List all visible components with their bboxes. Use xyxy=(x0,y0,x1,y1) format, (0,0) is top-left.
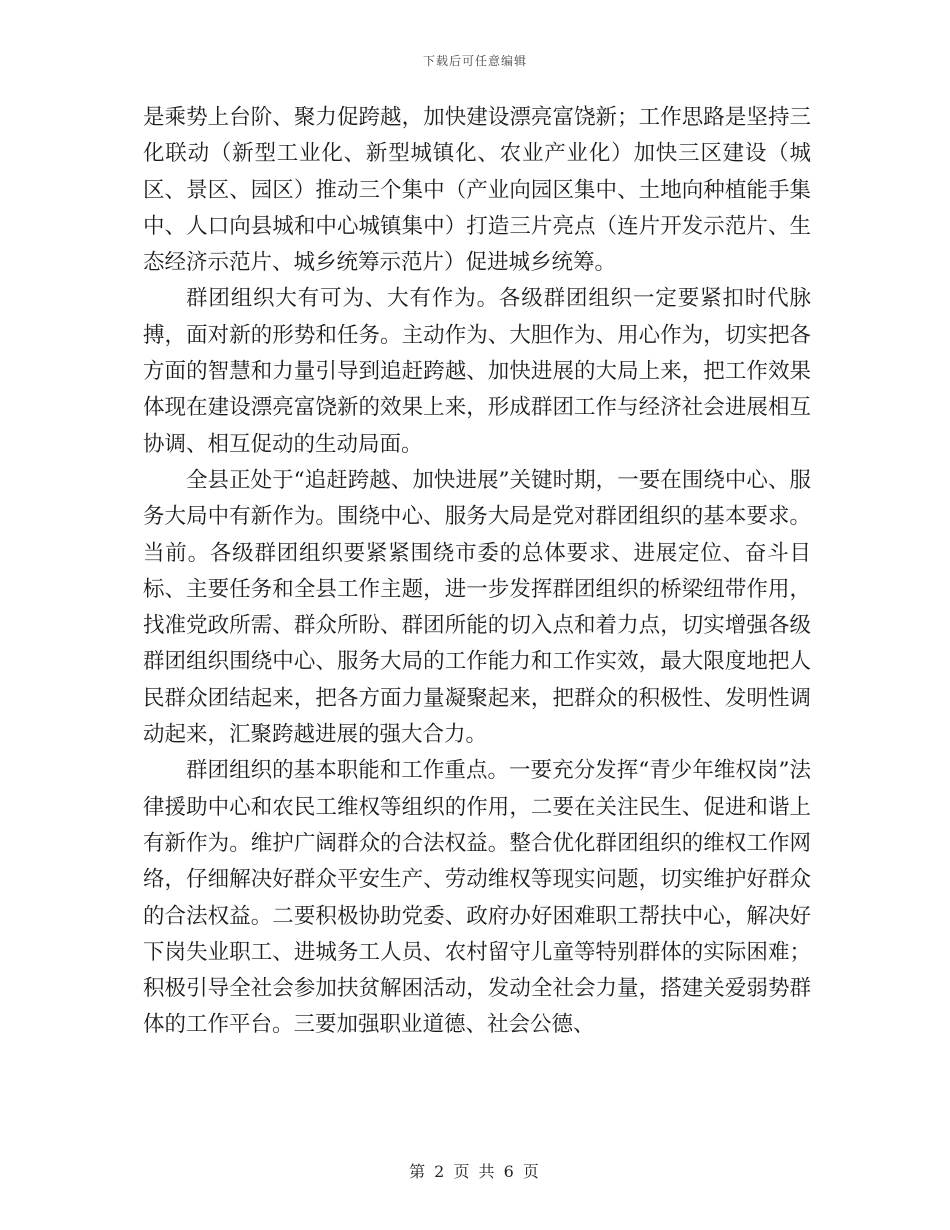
paragraph-1: 是乘势上台阶、聚力促跨越，加快建设漂亮富饶新；工作思路是坚持三化联动（新型工业化、新型城镇化、农业产业化）加快三区建设（城区、景区、园区）推动三个集中（产业向园区集中、土地向种植能手集中、人口向县城和中心城镇集中）打造三片亮点（连片开发示范片、生态经济示范片、城乡统筹示范片）促进城乡统筹。 xyxy=(143,105,811,276)
footer-total-pages: 6 xyxy=(503,1162,516,1181)
paragraph-2: 群团组织大有可为、大有作为。各级群团组织一定要紧扣时代脉搏，面对新的形势和任务。主动作为、大胆作为、用心作为，切实把各方面的智慧和力量引导到追赶跨越、加快进展的大局上来，把工作效果体现在建设漂亮富饶新的效果上来，形成群团工作与经济社会进展相互协调、相互促动的生动局面。 xyxy=(143,286,811,457)
header-text: 下载后可任意编辑 xyxy=(422,54,527,68)
paragraph-4: 群团组织的基本职能和工作重点。一要充分发挥“青少年维权岗”法律援助中心和农民工维权等组织的作用，二要在关注民生、促进和谐上有新作为。维护广阔群众的合法权益。整合优化群团组织的维权工作网络，仔细解决好群众平安生产、劳动维权等现实问题，切实维护好群众的合法权益。二要积极协助党委、政府办好困难职工帮扶中心，解决好下岗失业职工、进城务工人员、农村留守儿童等特别群体的实际困难；积极引导全社会参加扶贫解困活动，发动全社会力量，搭建关爱弱势群体的工作平台。三要加强职业道德、社会公德、 xyxy=(143,758,811,1038)
paragraph-3: 全县正处于“追赶跨越、加快进展”关键时期，一要在围绕中心、服务大局中有新作为。围绕中心、服务大局是党对群团组织的基本要求。当前。各级群团组织要紧紧围绕市委的总体要求、进展定位、奋斗目标、主要任务和全县工作主题，进一步发挥群团组织的桥梁纽带作用，找准党政所需、群众所盼、群团所能的切入点和着力点，切实增强各级群团组织围绕中心、服务大局的工作能力和工作实效，最大限度地把人民群众团结起来，把各方面力量凝聚起来，把群众的积极性、发明性调动起来，汇聚跨越进展的强大合力。 xyxy=(143,467,811,748)
page-header xyxy=(0,52,950,69)
page-footer xyxy=(0,1159,950,1182)
document-body xyxy=(143,100,811,1044)
footer-page-number: 2 xyxy=(434,1162,447,1181)
footer-middle: 页 共 xyxy=(453,1162,497,1181)
footer-prefix: 第 xyxy=(409,1162,428,1181)
footer-suffix: 页 xyxy=(522,1162,541,1181)
